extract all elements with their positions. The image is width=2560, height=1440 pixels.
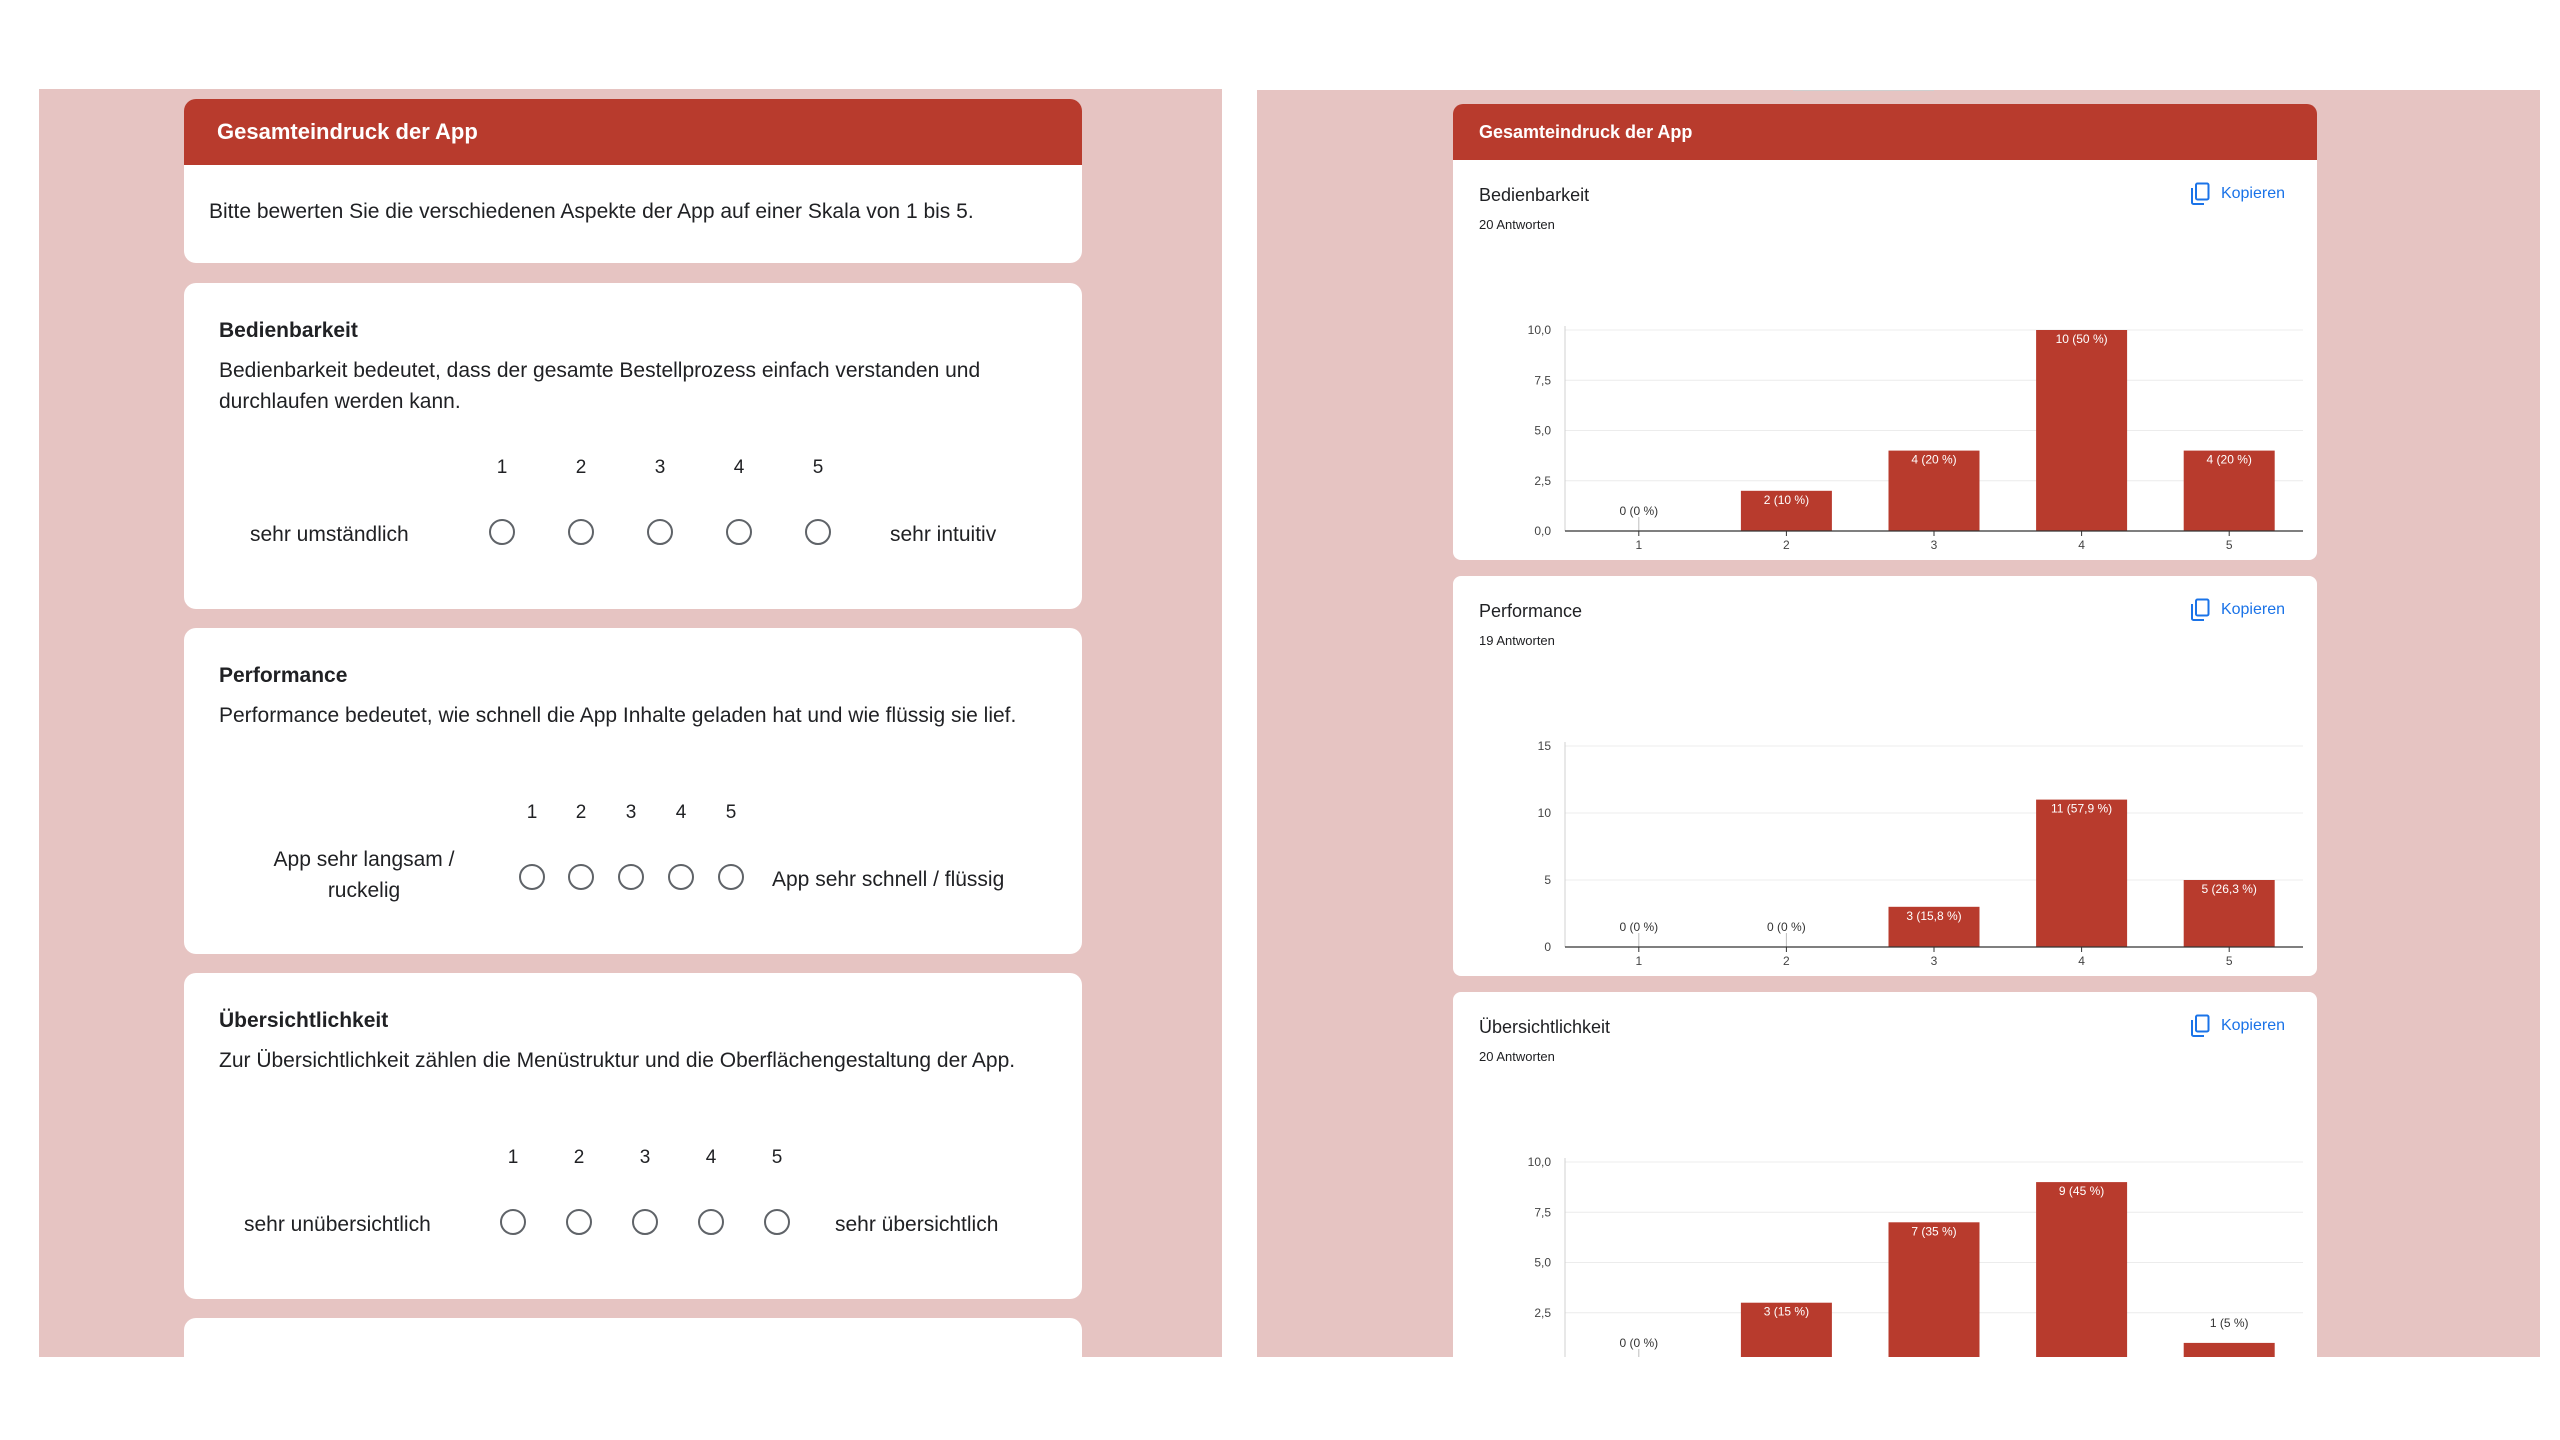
data-label: 1 (5 %) (2209, 1315, 2249, 1330)
radio-option-3[interactable] (632, 1209, 658, 1235)
radio-option-2[interactable] (568, 864, 594, 890)
data-label: 0 (0 %) (1619, 1336, 1659, 1350)
chart-title: Übersichtlichkeit (1479, 1017, 1611, 1037)
y-tick-label: 0,0 (1534, 524, 1551, 538)
scale-number-3: 3 (654, 457, 666, 478)
form-description-text: Bitte bewerten Sie die verschiedenen Aspekte der App auf einer Skala von 1 bis 5. (209, 200, 974, 223)
scale-low-label: sehr umständlich (250, 523, 409, 546)
response-count: 19 Antworten (1479, 633, 1555, 648)
bar-chart-performance (1453, 576, 2317, 976)
radio-option-3[interactable] (618, 864, 644, 890)
data-label: 11 (57,9 %) (2051, 801, 2113, 816)
scale-number-1: 1 (507, 1147, 519, 1168)
scale-number-3: 3 (639, 1147, 651, 1168)
y-tick-label: 7,5 (1534, 1205, 1551, 1220)
x-tick-label: 4 (2078, 538, 2085, 552)
bar-5 (2184, 1343, 2275, 1357)
summary-section-header: Gesamteindruck der App (1453, 104, 2317, 160)
scale-high-label: sehr übersichtlich (835, 1213, 999, 1236)
scale-number-5: 5 (812, 457, 824, 478)
radio-option-5[interactable] (764, 1209, 790, 1235)
radio-option-1[interactable] (519, 864, 545, 890)
y-tick-label: 5 (1544, 873, 1551, 887)
y-tick-label: 10,0 (1527, 323, 1551, 337)
scale-high-label: App sehr schnell / flüssig (772, 868, 1005, 891)
question-title: Performance (219, 664, 348, 687)
x-tick-label: 3 (1930, 538, 1938, 552)
y-tick-label: 0,0 (1534, 1356, 1551, 1370)
chart-title: Bedienbarkeit (1479, 185, 1590, 205)
radio-option-2[interactable] (568, 519, 594, 545)
form-section-description (184, 165, 1082, 263)
bar-chart-bedienbarkeit (1453, 160, 2317, 560)
scale-number-5: 5 (725, 802, 737, 823)
x-tick-label: 5 (2225, 538, 2233, 552)
question-card-uebersichtlichkeit (184, 973, 1082, 1299)
bar-4 (2036, 1182, 2127, 1357)
y-tick-label: 7,5 (1534, 373, 1551, 388)
scale-number-1: 1 (526, 802, 538, 823)
y-tick-label: 2,5 (1534, 473, 1551, 488)
data-label: 7 (35 %) (1911, 1224, 1957, 1239)
radio-option-1[interactable] (500, 1209, 526, 1235)
response-count: 20 Antworten (1479, 217, 1555, 232)
data-label: 0 (0 %) (1619, 920, 1659, 934)
chart-card-bedienbarkeit (1453, 160, 2317, 560)
tab-indicator (1793, 90, 1934, 91)
radio-option-1[interactable] (489, 519, 515, 545)
y-tick-label: 0 (1544, 940, 1551, 954)
data-label: 10 (50 %) (2055, 332, 2108, 346)
response-count: 20 Antworten (1479, 1049, 1555, 1064)
chart-title: Performance (1479, 601, 1583, 621)
y-tick-label: 10,0 (1527, 1155, 1551, 1169)
data-label: 0 (0 %) (1767, 920, 1806, 934)
x-tick-label: 2 (1783, 538, 1790, 552)
radio-option-4[interactable] (726, 519, 752, 545)
y-tick-label: 15 (1537, 739, 1551, 753)
question-card-performance (184, 628, 1082, 954)
scale-number-3: 3 (625, 802, 637, 823)
x-tick-label: 4 (2078, 954, 2085, 968)
chart-card-performance (1453, 576, 2317, 976)
question-title: Übersichtlichkeit (219, 1009, 389, 1032)
y-tick-label: 10 (1537, 806, 1551, 820)
data-label: 9 (45 %) (2058, 1184, 2105, 1199)
radio-option-3[interactable] (647, 519, 673, 545)
x-tick-label: 3 (1930, 954, 1938, 968)
form-section-header: Gesamteindruck der App (184, 99, 1082, 165)
radio-option-4[interactable] (668, 864, 694, 890)
bar-chart-uebersichtlichkeit: 0,02,55,07,510,00 (0 %)13 (15 %)27 (35 %)39 (45 %)41 (5 %)5 (1453, 992, 2317, 1357)
scale-low-label: App sehr langsam / ruckelig (273, 848, 455, 902)
data-label: 0 (0 %) (1619, 504, 1659, 518)
scale-number-2: 2 (575, 802, 587, 823)
question-description: Zur Übersichtlichkeit zählen die Menüstruktur und die Oberflächengestaltung der App. (219, 1049, 1016, 1072)
scale-number-4: 4 (733, 457, 745, 478)
scale-number-1: 1 (496, 457, 508, 478)
radio-option-4[interactable] (698, 1209, 724, 1235)
chart-card-uebersichtlichkeit (1453, 992, 2317, 1384)
x-tick-label: 1 (1635, 538, 1643, 552)
data-label: 3 (15,8 %) (1906, 908, 1962, 923)
radio-option-5[interactable] (805, 519, 831, 545)
y-tick-label: 2,5 (1534, 1305, 1551, 1320)
copy-button-label: Kopieren (2220, 1017, 2285, 1034)
scale-number-5: 5 (771, 1147, 783, 1168)
form-panel (39, 89, 1222, 1357)
x-tick-label: 2 (1783, 954, 1790, 968)
bar-3 (1889, 1222, 1980, 1357)
scale-number-4: 4 (675, 802, 687, 823)
data-label: 4 (20 %) (1911, 452, 1957, 467)
radio-option-2[interactable] (566, 1209, 592, 1235)
bar-4 (2036, 330, 2127, 531)
y-tick-label: 5,0 (1534, 1255, 1551, 1270)
bar-4 (2036, 800, 2127, 947)
question-card-bedienbarkeit (184, 283, 1082, 609)
scale-high-label: sehr intuitiv (890, 523, 997, 546)
x-tick-label: 1 (1635, 954, 1643, 968)
radio-option-5[interactable] (718, 864, 744, 890)
data-label: 5 (26,3 %) (2201, 882, 2257, 896)
copy-button-label: Kopieren (2220, 601, 2285, 618)
scale-low-label: sehr unübersichtlich (244, 1213, 431, 1236)
summary-panel (1257, 90, 2540, 1384)
y-tick-label: 5,0 (1534, 423, 1551, 438)
data-label: 2 (10 %) (1763, 492, 1810, 507)
scale-number-2: 2 (575, 457, 587, 478)
x-tick-label: 5 (2225, 954, 2233, 968)
copy-button-label: Kopieren (2220, 185, 2285, 202)
data-label: 3 (15 %) (1763, 1304, 1810, 1319)
data-label: 4 (20 %) (2206, 452, 2252, 467)
scale-number-4: 4 (705, 1147, 717, 1168)
question-title: Bedienbarkeit (219, 319, 358, 342)
question-description: Bedienbarkeit bedeutet, dass der gesamte Bestellprozess einfach verstanden und durchlaufen werden kann. (219, 359, 981, 413)
scale-number-2: 2 (573, 1147, 585, 1168)
question-description: Performance bedeutet, wie schnell die App Inhalte geladen hat und wie flüssig sie lief. (219, 704, 1017, 727)
question-card-next (184, 1318, 1082, 1357)
